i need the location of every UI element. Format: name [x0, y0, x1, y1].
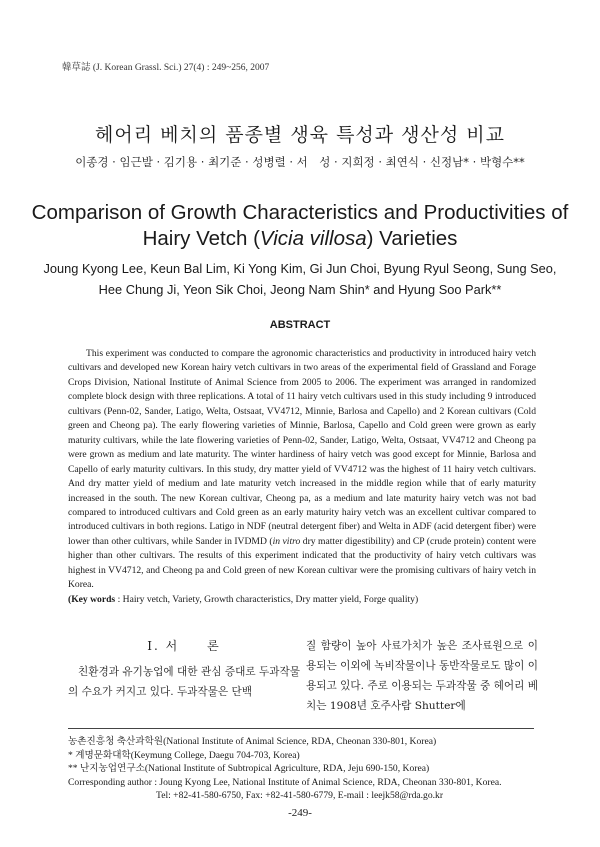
korean-authors: 이종경 · 임근발 · 김기용 · 최기준 · 성병렬 · 서 성 · 지희정 · 최연식 · 신정남* · 박형수**	[75, 155, 525, 169]
footnote-affiliation-1: * 계명문화대학(Keymung College, Daegu 704-703, Korea)	[68, 749, 300, 761]
title-part-post: ) Varieties	[366, 227, 458, 250]
journal-reference: 韓草誌 (J. Korean Grassl. Sci.) 27(4) : 249~256, 2007	[62, 63, 270, 73]
keywords-text: : Hairy vetch, Variety, Growth characteristics, Dry matter yield, Forge quality)	[115, 593, 419, 605]
footnote-divider	[68, 728, 534, 729]
abstract-italic: in vitro	[272, 535, 301, 547]
korean-title: 헤어리 베치의 품종별 생육 특성과 생산성 비교	[95, 124, 505, 146]
english-authors	[0, 258, 600, 300]
english-title-line1: Comparison of Growth Characteristics and Productivities of	[31, 201, 569, 224]
english-title-line2	[0, 226, 600, 252]
abstract-text: This experiment was conducted to compare the agronomic characteristics and productivity in introduced hairy vetch cultivars and developed new Korean hairy vetch cultivars in two areas of the experimental field of Grassland and Forage Crops Division, National Institute of Animal Science from 2005 to 2006. The experiment was arranged in randomized complete block design with three replications. A total of 11 hairy vetch cultivars used in this study including 9 introduced cultivars (Penn-02, Sander, Latigo, Welta, Ostsaat, VV4712, Minnie, Barlosa and Capello) and 2 Korean cultivars (Cold green and Cheong pa). The early flowering varieties of Minnie, Barlosa, Capello and Cold green were grown as early maturity cultivars, while the late flowering varieties of Penn-02, Sander, Latigo, Welta, Ostsaat, VV4712 and Cheong pa were grown as medium and late maturity. The winter hardiness of hairy vetch was good except for Minnie, Barlosa and Capello of early maturity cultivars. In this study, dry matter yield of VV4712 was the highest of 11 hairy vetch cultivars. And dry matter yield of medium and late maturity vetch increased in the middle region while that of early maturity increased in the south. The new Korean cultivar, Cheong pa, as a medium and late maturity hairy vetch was not bad compared to introduced cultivars and Cold green as an early maturity hairy vetch was an excellent cultivar compared to introduced cultivars in both regions. Latigo in NDF (neutral detergent fiber) and Welta in ADF (acid detergent fiber) were lower than other cultivars, while Sander in IVDMD (	[68, 348, 536, 547]
footnote-affiliation-2: ** 난지농업연구소(National Institute of Subtropical Agriculture, RDA, Jeju 690-150, Korea)	[68, 763, 430, 775]
right-column-text: 질 함량이 높아 사료가치가 높은 조사료원으로 이용되는 이외에 녹비작물이나 동반작물로도 많이 이용되고 있다. 주로 이용되는 두과작물 중 헤어리 베치는 1908년 호주사람 Shutter에	[306, 640, 538, 712]
abstract-body	[68, 347, 536, 607]
footnote-contact: Tel: +82-41-580-6750, Fax: +82-41-580-6779, E-mail : leejk58@rda.go.kr	[156, 790, 444, 802]
title-part-pre: Hairy Vetch (	[142, 227, 260, 250]
footnote-corresponding: Corresponding author : Joung Kyong Lee, National Institute of Animal Science, RDA, Cheonan 330-801, Korea.	[68, 776, 502, 788]
footnote-affiliation: 농촌진흥청 축산과학원(National Institute of Animal Science, RDA, Cheonan 330-801, Korea)	[68, 736, 437, 747]
keywords-label: (Key words	[68, 593, 116, 605]
english-authors-line2: Hee Chung Ji, Yeon Sik Choi, Jeong Nam Shin* and Hyung Soo Park**	[98, 282, 502, 297]
abstract-tail: dry matter digestibility) and CP (crude protein) content were higher than other cultivars. The results of this experiment indicated that the productivity of hairy vetch cultivars was highest in VV4712, and Cheong pa and Cold green of new Korean cultivar were the promising cultivars of hairy vetch in Korea.	[68, 535, 536, 591]
english-title	[0, 200, 600, 252]
left-column	[68, 636, 300, 702]
page-number: -249-	[288, 807, 312, 819]
left-column-text: 친환경과 유기농업에 대한 관심 증대로 두과작물의 수요가 커지고 있다. 두과작물은 단백	[68, 666, 300, 698]
abstract-paragraph	[68, 347, 536, 593]
keywords	[68, 593, 536, 607]
right-column	[306, 636, 538, 716]
english-authors-line1: Joung Kyong Lee, Keun Bal Lim, Ki Yong Kim, Gi Jun Choi, Byung Ryul Seong, Sung Seo,	[43, 261, 557, 276]
title-species-italic: Vicia villosa	[259, 227, 367, 250]
introduction-heading: Ⅰ. 서 론	[147, 639, 221, 653]
abstract-heading: ABSTRACT	[269, 319, 331, 331]
footnotes	[68, 735, 538, 803]
